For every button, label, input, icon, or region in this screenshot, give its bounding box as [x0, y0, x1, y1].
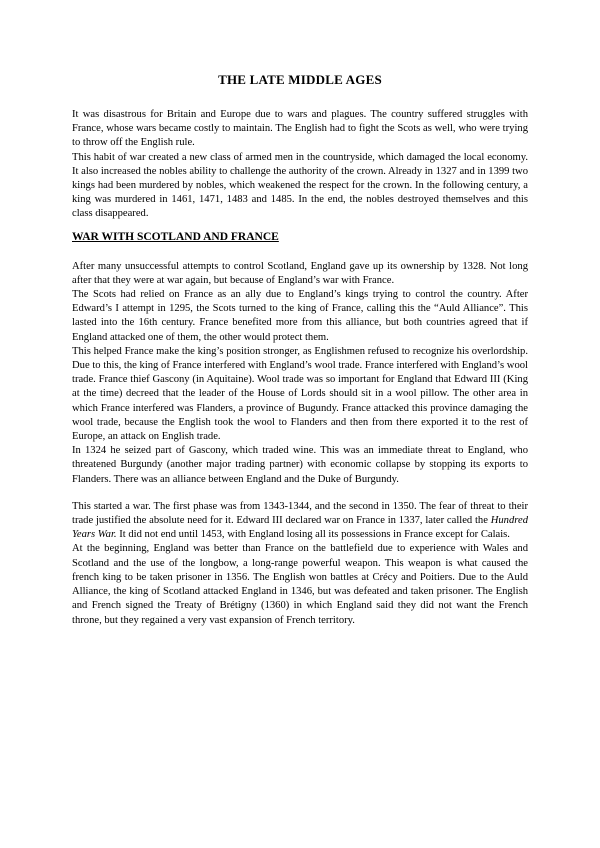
hundred-years-war-emphasis: Hundred Years War.	[72, 515, 528, 541]
section-paragraph-1: After many unsuccessful attempts to control Scotland, England gave up its ownership by 1328. Not long after that they were at war again, but because of England’s war with France.	[72, 260, 528, 286]
intro-paragraph-2: This habit of war created a new class of armed men in the countryside, which damaged the local economy. It also increased the nobles ability to challenge the authority of the crown. Already in 1327 and in 1399 two kings had been murdered by nobles, which weakened the respect for the crown. In the following century, a king was murdered in 1461, 1471, 1483 and 1485. In the end, the nobles destroyed themselves and this class disappeared.	[72, 151, 529, 220]
war-paragraph-text-start: This started a war. The first phase was from 1343-1344, and the second in 1350. The fear of threat to their trade justified the absolute need for it. Edward III declared war on France in 1337, later called the	[72, 500, 528, 527]
section-paragraph-3: This helped France make the king’s position stronger, as Englishmen refused to recognize his overlordship. Due to this, the king of France interfered with England’s wool trade. France interfered with England’s wool trade. France thief Gascony (in Aquitaine). Wool trade was so important for England that Edward III (King at the time) decreed that the leader of the House of Lords should sit in a wool pillow. The other area in which France interfered was Flanders, a province of Bugundy. France attacked this province damaging the wool trade, because the English took the wool to Flanders and then from there exported it to the rest of Europe, an attack on English trade.	[72, 345, 528, 443]
document-page	[72, 72, 528, 628]
document-title: THE LATE MIDDLE AGES	[218, 72, 382, 87]
war-paragraph-text-end: It did not end until 1453, with England losing all its possessions in France except for Calais.	[116, 529, 510, 541]
final-paragraph: At the beginning, England was better than France on the battlefield due to experience with Wales and Scotland and the use of the longbow, a long-range powerful weapon. This weapon is what caused the french king to be taken prisoner in 1356. The English won battles at Crécy and Poitiers. Due to the Auld Alliance, the king of Scotland attacked England in 1346, but was defeated and taken prisoner. The English and French signed the Treaty of Brétigny (1360) in which England said they did not want the French throne, but they regained a very vast expansion of French territory.	[72, 543, 528, 626]
intro-paragraph-1: It was disastrous for Britain and Europe due to wars and plagues. The country suffered struggles with France, whose wars became costly to maintain. The English had to fight the Scots as well, who were trying to throw off the English rule.	[72, 109, 528, 149]
war-paragraph	[72, 500, 528, 543]
section-paragraph-4: In 1324 he seized part of Gascony, which traded wine. This was an immediate threat to England, who threatened Burgundy (another major trading partner) with economic collapse by stopping its exports to Flanders. There was an alliance between England and the Duke of Burgundy.	[72, 445, 528, 485]
paragraph-gap	[72, 487, 528, 500]
section-paragraph-2: The Scots had relied on France as an ally due to England’s kings trying to control the country. After Edward’s I attempt in 1295, the Scots turned to the king of France, calling this the “Auld Alliance”. This lasted into the 16th century. France benefited more from this alliance, but both countries agreed that if England attacked one of them, the other would protect them.	[72, 289, 528, 343]
section-heading: WAR WITH SCOTLAND AND FRANCE	[72, 230, 279, 243]
